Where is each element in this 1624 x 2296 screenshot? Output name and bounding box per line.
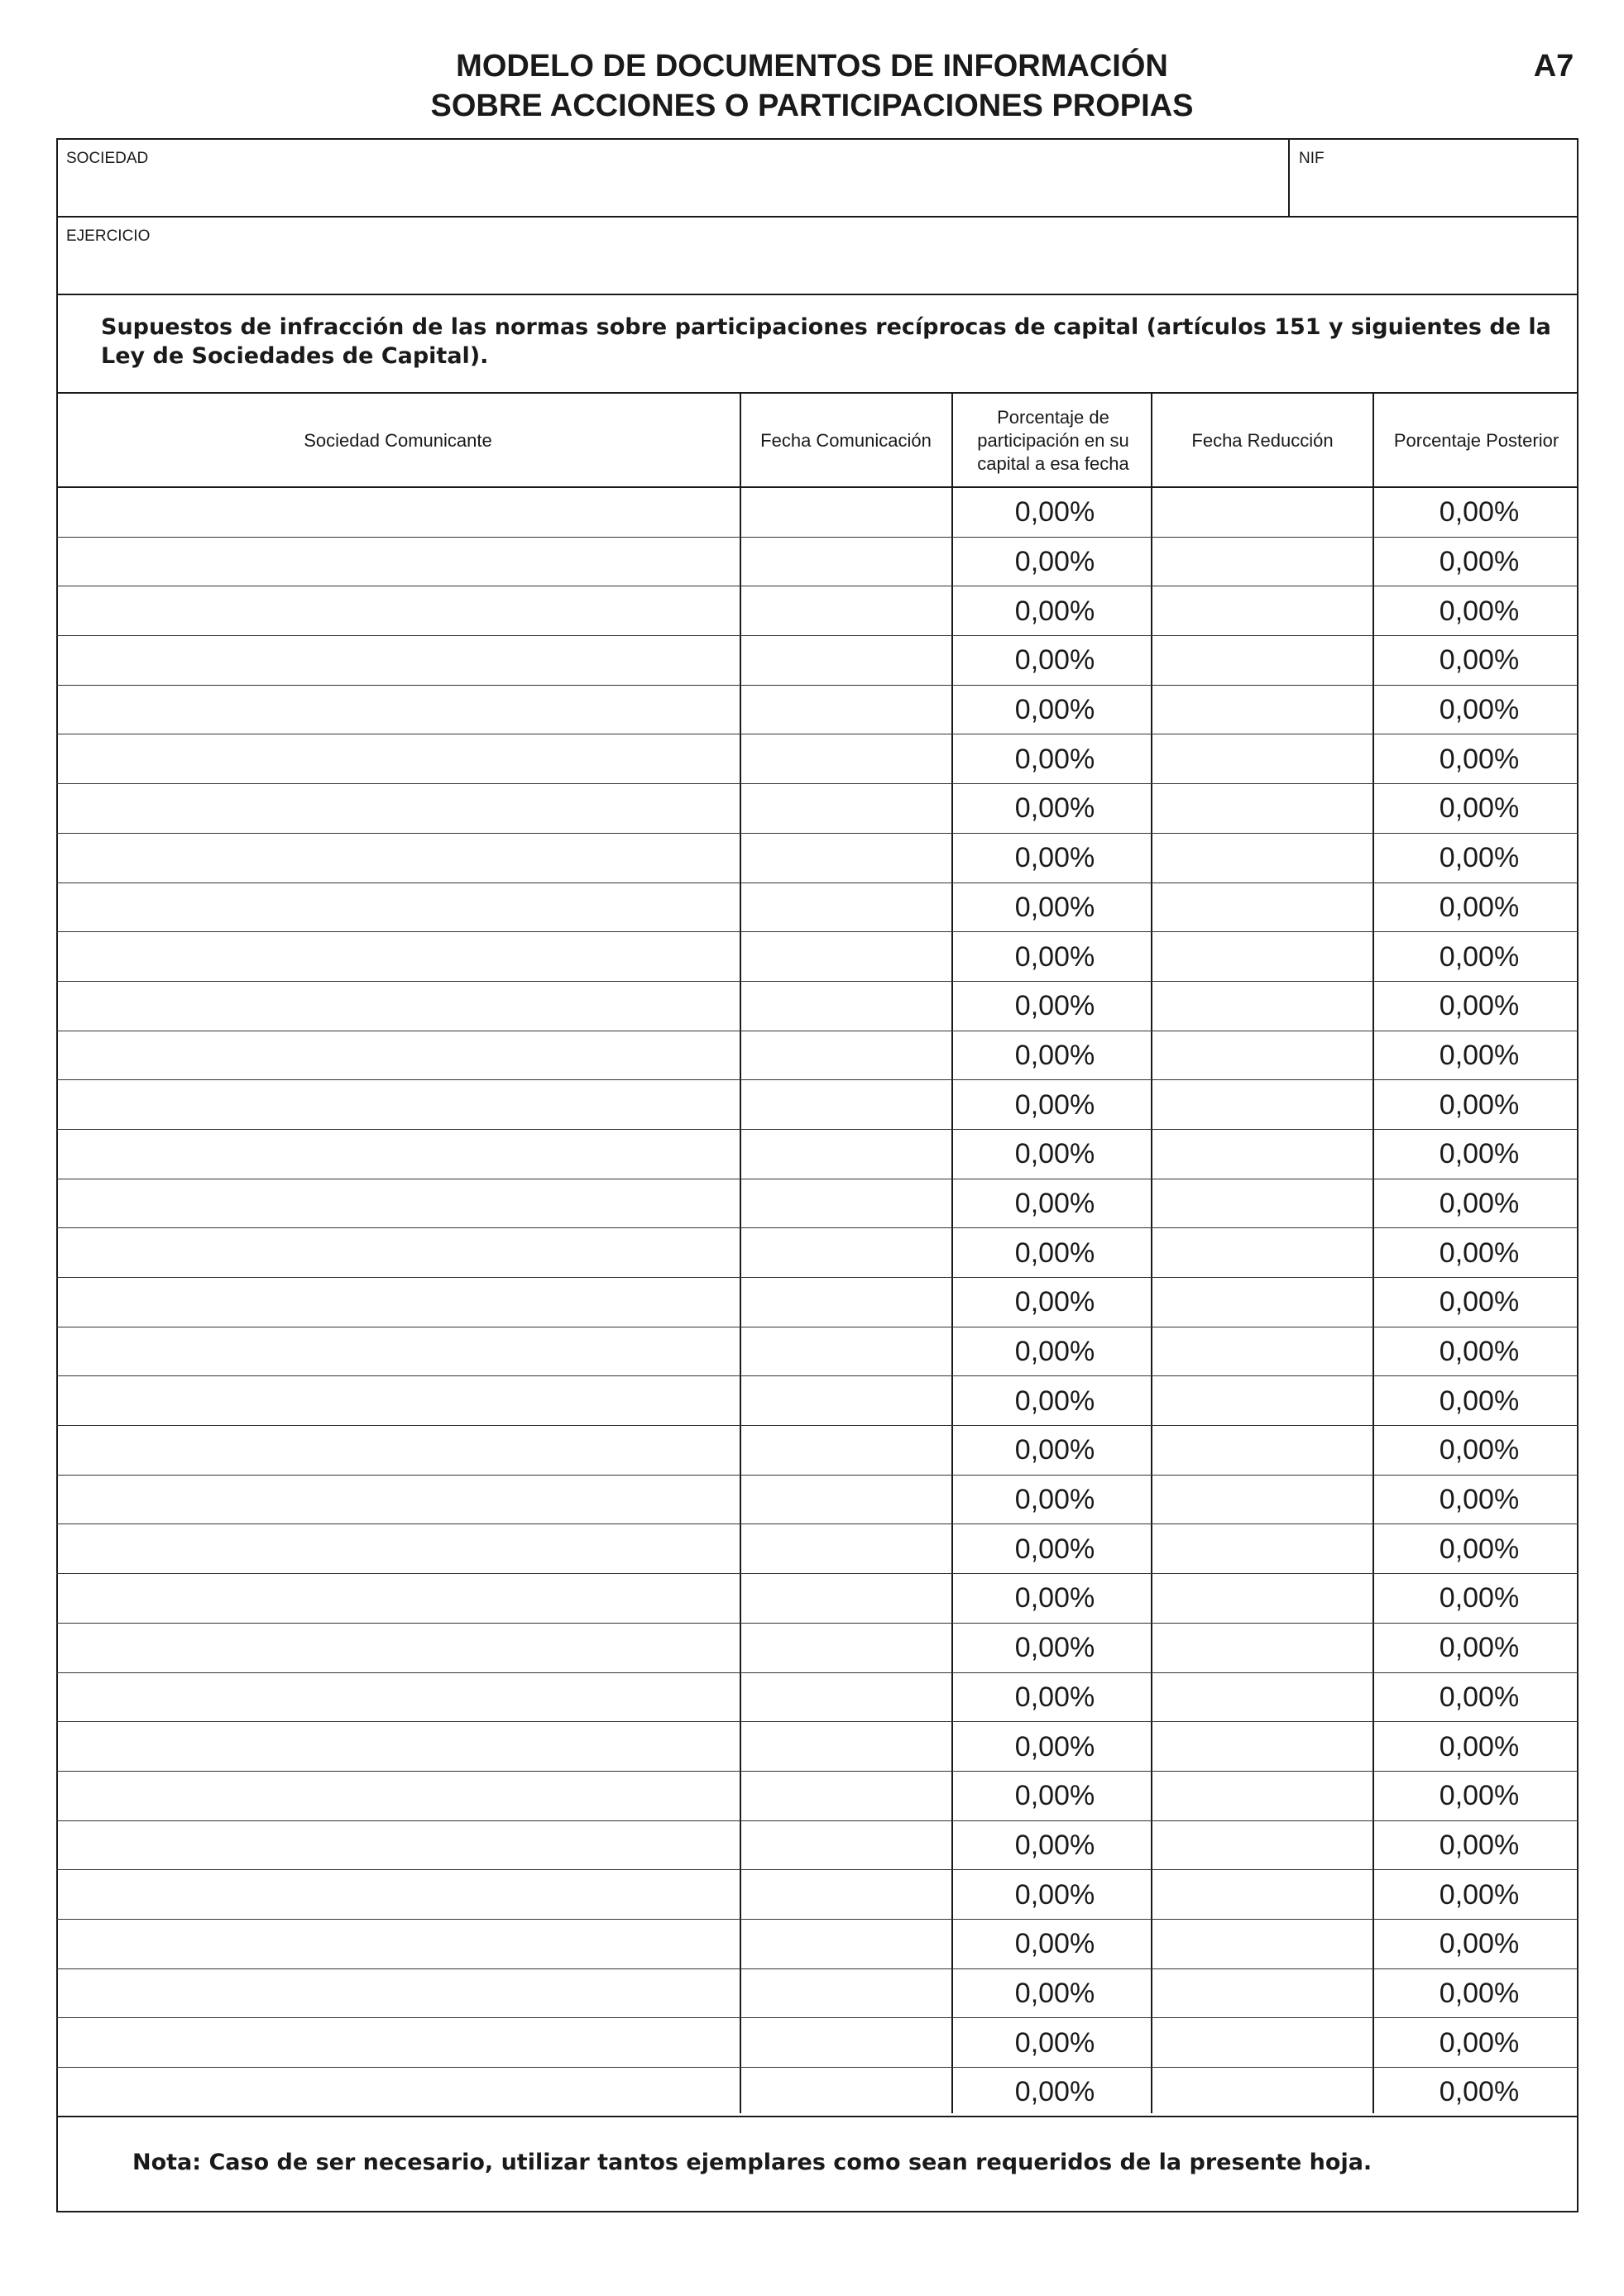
table-row: [56, 488, 1578, 538]
cell-fecha-reduccion[interactable]: [1152, 1080, 1372, 1130]
cell-porcentaje-posterior[interactable]: 0,00%: [1439, 743, 1520, 775]
cell-fecha-reduccion[interactable]: [1152, 784, 1372, 834]
cell-porcentaje[interactable]: 0,00%: [1014, 1286, 1095, 1318]
table-row: [56, 982, 1578, 1031]
cell-fecha-reduccion[interactable]: [1152, 1228, 1372, 1278]
cell-porcentaje-posterior[interactable]: 0,00%: [1439, 644, 1520, 677]
cell-porcentaje[interactable]: 0,00%: [1014, 940, 1095, 973]
cell-porcentaje-posterior[interactable]: 0,00%: [1439, 1977, 1520, 2009]
col-header-fecha-comunicacion: Fecha Comunicación: [760, 430, 932, 451]
table-row: [56, 1722, 1578, 1772]
cell-sociedad[interactable]: [56, 1524, 740, 1574]
cell-porcentaje[interactable]: 0,00%: [1014, 2026, 1095, 2059]
cell-fecha-reduccion[interactable]: [1152, 1524, 1372, 1574]
cell-porcentaje-posterior[interactable]: 0,00%: [1439, 1434, 1520, 1466]
cell-porcentaje-posterior[interactable]: 0,00%: [1439, 1878, 1520, 1911]
cell-fecha-comunicacion[interactable]: [741, 1179, 951, 1229]
table-row: [56, 1969, 1578, 2019]
cell-fecha-comunicacion[interactable]: [741, 1080, 951, 1130]
table-row: [56, 636, 1578, 686]
cell-fecha-comunicacion[interactable]: [741, 1278, 951, 1327]
table-row: [56, 1624, 1578, 1673]
cell-porcentaje-posterior[interactable]: 0,00%: [1439, 1730, 1520, 1763]
cell-fecha-reduccion[interactable]: [1152, 1476, 1372, 1525]
table-row: [56, 784, 1578, 834]
cell-porcentaje-posterior[interactable]: 0,00%: [1439, 1829, 1520, 1861]
table-row: [56, 834, 1578, 883]
cell-porcentaje[interactable]: 0,00%: [1014, 743, 1095, 775]
cell-porcentaje-posterior[interactable]: 0,00%: [1439, 1484, 1520, 1516]
cell-porcentaje[interactable]: 0,00%: [1014, 1385, 1095, 1417]
cell-fecha-comunicacion[interactable]: [741, 1376, 951, 1426]
table-row: [56, 1870, 1578, 1920]
table-row: [56, 1673, 1578, 1723]
cell-porcentaje[interactable]: 0,00%: [1014, 1039, 1095, 1071]
ejercicio-label: EJERCICIO: [66, 227, 151, 245]
table-row: [56, 734, 1578, 784]
cell-porcentaje[interactable]: 0,00%: [1014, 1336, 1095, 1368]
nif-label: NIF: [1299, 150, 1325, 167]
cell-porcentaje[interactable]: 0,00%: [1014, 1977, 1095, 2009]
cell-sociedad[interactable]: [56, 1130, 740, 1179]
cell-porcentaje-posterior[interactable]: 0,00%: [1439, 2026, 1520, 2059]
footer-note: Nota: Caso de ser necesario, utilizar tantos ejemplares como sean requeridos de la presente hoja.: [132, 2150, 1372, 2175]
cell-sociedad[interactable]: [56, 883, 740, 933]
cell-sociedad[interactable]: [56, 1228, 740, 1278]
cell-fecha-comunicacion[interactable]: [741, 1426, 951, 1476]
table-row: [56, 1574, 1578, 1624]
cell-fecha-comunicacion[interactable]: [741, 784, 951, 834]
cell-fecha-reduccion[interactable]: [1152, 1870, 1372, 1920]
cell-porcentaje[interactable]: 0,00%: [1014, 990, 1095, 1022]
cell-fecha-comunicacion[interactable]: [741, 1821, 951, 1871]
cell-fecha-comunicacion[interactable]: [741, 586, 951, 636]
cell-fecha-reduccion[interactable]: [1152, 1426, 1372, 1476]
cell-sociedad[interactable]: [56, 1870, 740, 1920]
cell-sociedad[interactable]: [56, 834, 740, 883]
cell-fecha-comunicacion[interactable]: [741, 488, 951, 538]
cell-fecha-reduccion[interactable]: [1152, 1821, 1372, 1871]
cell-porcentaje[interactable]: 0,00%: [1014, 595, 1095, 627]
cell-fecha-comunicacion[interactable]: [741, 1772, 951, 1821]
cell-fecha-comunicacion[interactable]: [741, 1476, 951, 1525]
cell-fecha-comunicacion[interactable]: [741, 1624, 951, 1673]
cell-fecha-comunicacion[interactable]: [741, 1031, 951, 1081]
cell-fecha-reduccion[interactable]: [1152, 1376, 1372, 1426]
cell-sociedad[interactable]: [56, 1278, 740, 1327]
cell-sociedad[interactable]: [56, 686, 740, 735]
cell-sociedad[interactable]: [56, 932, 740, 982]
table-row: [56, 1772, 1578, 1821]
cell-porcentaje-posterior[interactable]: 0,00%: [1439, 1385, 1520, 1417]
cell-porcentaje[interactable]: 0,00%: [1014, 694, 1095, 726]
cell-porcentaje[interactable]: 0,00%: [1014, 1681, 1095, 1713]
cell-fecha-comunicacion[interactable]: [741, 2068, 951, 2117]
cell-fecha-reduccion[interactable]: [1152, 1130, 1372, 1179]
cell-fecha-comunicacion[interactable]: [741, 1228, 951, 1278]
cell-porcentaje[interactable]: 0,00%: [1014, 792, 1095, 825]
cell-fecha-reduccion[interactable]: [1152, 1278, 1372, 1327]
table-row: [56, 538, 1578, 587]
cell-sociedad[interactable]: [56, 538, 740, 587]
cell-fecha-comunicacion[interactable]: [741, 1722, 951, 1772]
cell-porcentaje-posterior[interactable]: 0,00%: [1439, 1681, 1520, 1713]
cell-sociedad[interactable]: [56, 1821, 740, 1871]
cell-porcentaje[interactable]: 0,00%: [1014, 644, 1095, 677]
cell-porcentaje[interactable]: 0,00%: [1014, 1533, 1095, 1565]
cell-sociedad[interactable]: [56, 1376, 740, 1426]
cell-porcentaje[interactable]: 0,00%: [1014, 1434, 1095, 1466]
cell-porcentaje-posterior[interactable]: 0,00%: [1439, 1632, 1520, 1664]
cell-fecha-comunicacion[interactable]: [741, 636, 951, 686]
cell-porcentaje[interactable]: 0,00%: [1014, 496, 1095, 529]
cell-fecha-comunicacion[interactable]: [741, 1870, 951, 1920]
cell-sociedad[interactable]: [56, 1969, 740, 2019]
table-body: [56, 488, 1578, 2117]
cell-porcentaje[interactable]: 0,00%: [1014, 891, 1095, 923]
cell-porcentaje[interactable]: 0,00%: [1014, 2076, 1095, 2108]
cell-porcentaje-posterior[interactable]: 0,00%: [1439, 1039, 1520, 1071]
cell-sociedad[interactable]: [56, 1327, 740, 1377]
cell-porcentaje[interactable]: 0,00%: [1014, 1138, 1095, 1170]
cell-porcentaje[interactable]: 0,00%: [1014, 1928, 1095, 1960]
section-heading: Supuestos de infracción de las normas sobre participaciones recíprocas de capital (artículos 151 y siguientes de la Ley de Sociedades de Capital).: [101, 314, 1551, 369]
cell-sociedad[interactable]: [56, 1574, 740, 1624]
cell-porcentaje-posterior[interactable]: 0,00%: [1439, 2076, 1520, 2108]
cell-porcentaje[interactable]: 0,00%: [1014, 1236, 1095, 1269]
table-row: [56, 2018, 1578, 2068]
cell-sociedad[interactable]: [56, 636, 740, 686]
cell-porcentaje-posterior[interactable]: 0,00%: [1439, 1533, 1520, 1565]
cell-porcentaje-posterior[interactable]: 0,00%: [1439, 1236, 1520, 1269]
cell-fecha-comunicacion[interactable]: [741, 1920, 951, 1969]
cell-porcentaje[interactable]: 0,00%: [1014, 1088, 1095, 1121]
nif-field[interactable]: [1299, 174, 1572, 210]
cell-porcentaje-posterior[interactable]: 0,00%: [1439, 546, 1520, 578]
cell-sociedad[interactable]: [56, 1722, 740, 1772]
table-row: [56, 1426, 1578, 1476]
cell-porcentaje-posterior[interactable]: 0,00%: [1439, 1780, 1520, 1812]
cell-fecha-comunicacion[interactable]: [741, 2018, 951, 2068]
cell-fecha-reduccion[interactable]: [1152, 1179, 1372, 1229]
cell-sociedad[interactable]: [56, 734, 740, 784]
col-header-porcentaje-posterior: Porcentaje Posterior: [1393, 430, 1559, 451]
cell-fecha-comunicacion[interactable]: [741, 734, 951, 784]
cell-sociedad[interactable]: [56, 2068, 740, 2117]
table-row: [56, 1228, 1578, 1278]
cell-sociedad[interactable]: [56, 1080, 740, 1130]
cell-fecha-comunicacion[interactable]: [741, 686, 951, 735]
sociedad-field[interactable]: [66, 174, 1274, 210]
cell-porcentaje[interactable]: 0,00%: [1014, 546, 1095, 578]
cell-porcentaje[interactable]: 0,00%: [1014, 1484, 1095, 1516]
cell-fecha-reduccion[interactable]: [1152, 982, 1372, 1031]
cell-porcentaje[interactable]: 0,00%: [1014, 1632, 1095, 1664]
table-row: [56, 1278, 1578, 1327]
table-row: [56, 1179, 1578, 1229]
cell-fecha-reduccion[interactable]: [1152, 1673, 1372, 1723]
cell-porcentaje-posterior[interactable]: 0,00%: [1439, 1187, 1520, 1219]
cell-porcentaje-posterior[interactable]: 0,00%: [1439, 595, 1520, 627]
table-row: [56, 2068, 1578, 2117]
cell-fecha-reduccion[interactable]: [1152, 636, 1372, 686]
cell-fecha-reduccion[interactable]: [1152, 932, 1372, 982]
cell-fecha-reduccion[interactable]: [1152, 538, 1372, 587]
cell-porcentaje-posterior[interactable]: 0,00%: [1439, 1088, 1520, 1121]
table-row: [56, 586, 1578, 636]
cell-sociedad[interactable]: [56, 784, 740, 834]
cell-fecha-reduccion[interactable]: [1152, 1722, 1372, 1772]
cell-porcentaje[interactable]: 0,00%: [1014, 1780, 1095, 1812]
table-row: [56, 1327, 1578, 1377]
table-row: [56, 932, 1578, 982]
cell-fecha-comunicacion[interactable]: [741, 982, 951, 1031]
divider-ejercicio: [56, 294, 1578, 295]
table-row: [56, 1376, 1578, 1426]
col-header-sociedad: Sociedad Comunicante: [304, 430, 492, 451]
cell-porcentaje-posterior[interactable]: 0,00%: [1439, 496, 1520, 529]
cell-fecha-comunicacion[interactable]: [741, 883, 951, 933]
cell-fecha-comunicacion[interactable]: [741, 1327, 951, 1377]
cell-porcentaje[interactable]: 0,00%: [1014, 1829, 1095, 1861]
cell-sociedad[interactable]: [56, 1031, 740, 1081]
cell-fecha-reduccion[interactable]: [1152, 1574, 1372, 1624]
cell-porcentaje[interactable]: 0,00%: [1014, 1730, 1095, 1763]
cell-porcentaje[interactable]: 0,00%: [1014, 842, 1095, 874]
cell-porcentaje-posterior[interactable]: 0,00%: [1439, 1928, 1520, 1960]
cell-fecha-reduccion[interactable]: [1152, 2068, 1372, 2117]
cell-porcentaje[interactable]: 0,00%: [1014, 1878, 1095, 1911]
col-header-fecha-reduccion: Fecha Reducción: [1191, 430, 1334, 451]
table-row: [56, 1130, 1578, 1179]
cell-sociedad[interactable]: [56, 488, 740, 538]
cell-sociedad[interactable]: [56, 1476, 740, 1525]
cell-porcentaje-posterior[interactable]: 0,00%: [1439, 1286, 1520, 1318]
cell-sociedad[interactable]: [56, 1673, 740, 1723]
table-row: [56, 1080, 1578, 1130]
title-line-1: MODELO DE DOCUMENTOS DE INFORMACIÓN: [456, 49, 1168, 84]
table-row: [56, 1524, 1578, 1574]
cell-porcentaje-posterior[interactable]: 0,00%: [1439, 792, 1520, 825]
table-row: [56, 1031, 1578, 1081]
nif-divider: [1288, 138, 1290, 216]
cell-fecha-reduccion[interactable]: [1152, 1624, 1372, 1673]
cell-fecha-reduccion[interactable]: [1152, 834, 1372, 883]
cell-sociedad[interactable]: [56, 2018, 740, 2068]
cell-porcentaje[interactable]: 0,00%: [1014, 1187, 1095, 1219]
table-row: [56, 1821, 1578, 1871]
cell-sociedad[interactable]: [56, 1179, 740, 1229]
cell-fecha-comunicacion[interactable]: [741, 1673, 951, 1723]
cell-sociedad[interactable]: [56, 1624, 740, 1673]
page-title: [0, 46, 1624, 126]
cell-porcentaje-posterior[interactable]: 0,00%: [1439, 842, 1520, 874]
cell-sociedad[interactable]: [56, 1772, 740, 1821]
cell-fecha-reduccion[interactable]: [1152, 1920, 1372, 1969]
cell-fecha-reduccion[interactable]: [1152, 586, 1372, 636]
cell-fecha-comunicacion[interactable]: [741, 1969, 951, 2019]
cell-fecha-comunicacion[interactable]: [741, 834, 951, 883]
cell-porcentaje-posterior[interactable]: 0,00%: [1439, 1336, 1520, 1368]
cell-porcentaje-posterior[interactable]: 0,00%: [1439, 990, 1520, 1022]
cell-fecha-reduccion[interactable]: [1152, 1327, 1372, 1377]
cell-fecha-reduccion[interactable]: [1152, 1969, 1372, 2019]
cell-porcentaje[interactable]: 0,00%: [1014, 1582, 1095, 1614]
cell-sociedad[interactable]: [56, 1426, 740, 1476]
cell-fecha-reduccion[interactable]: [1152, 488, 1372, 538]
divider-sociedad: [56, 216, 1578, 218]
cell-porcentaje-posterior[interactable]: 0,00%: [1439, 891, 1520, 923]
cell-sociedad[interactable]: [56, 982, 740, 1031]
cell-porcentaje-posterior[interactable]: 0,00%: [1439, 940, 1520, 973]
table-row: [56, 1920, 1578, 1969]
cell-fecha-reduccion[interactable]: [1152, 1772, 1372, 1821]
table-row: [56, 686, 1578, 735]
form-code: A7: [1533, 49, 1574, 84]
sociedad-label: SOCIEDAD: [66, 150, 149, 167]
cell-fecha-reduccion[interactable]: [1152, 883, 1372, 933]
cell-fecha-reduccion[interactable]: [1152, 686, 1372, 735]
cell-sociedad[interactable]: [56, 1920, 740, 1969]
cell-porcentaje-posterior[interactable]: 0,00%: [1439, 1138, 1520, 1170]
cell-fecha-comunicacion[interactable]: [741, 1574, 951, 1624]
cell-porcentaje-posterior[interactable]: 0,00%: [1439, 1582, 1520, 1614]
cell-porcentaje-posterior[interactable]: 0,00%: [1439, 694, 1520, 726]
table-row: [56, 883, 1578, 933]
cell-fecha-reduccion[interactable]: [1152, 2018, 1372, 2068]
cell-fecha-comunicacion[interactable]: [741, 1524, 951, 1574]
title-line-2: SOBRE ACCIONES O PARTICIPACIONES PROPIAS: [430, 88, 1194, 123]
col-header-porcentaje: Porcentaje de participación en su capital a esa fecha: [977, 407, 1129, 474]
cell-fecha-comunicacion[interactable]: [741, 538, 951, 587]
cell-fecha-comunicacion[interactable]: [741, 1130, 951, 1179]
cell-sociedad[interactable]: [56, 586, 740, 636]
cell-fecha-comunicacion[interactable]: [741, 932, 951, 982]
ejercicio-field[interactable]: [66, 251, 1564, 287]
cell-fecha-reduccion[interactable]: [1152, 734, 1372, 784]
table-row: [56, 1476, 1578, 1525]
cell-fecha-reduccion[interactable]: [1152, 1031, 1372, 1081]
